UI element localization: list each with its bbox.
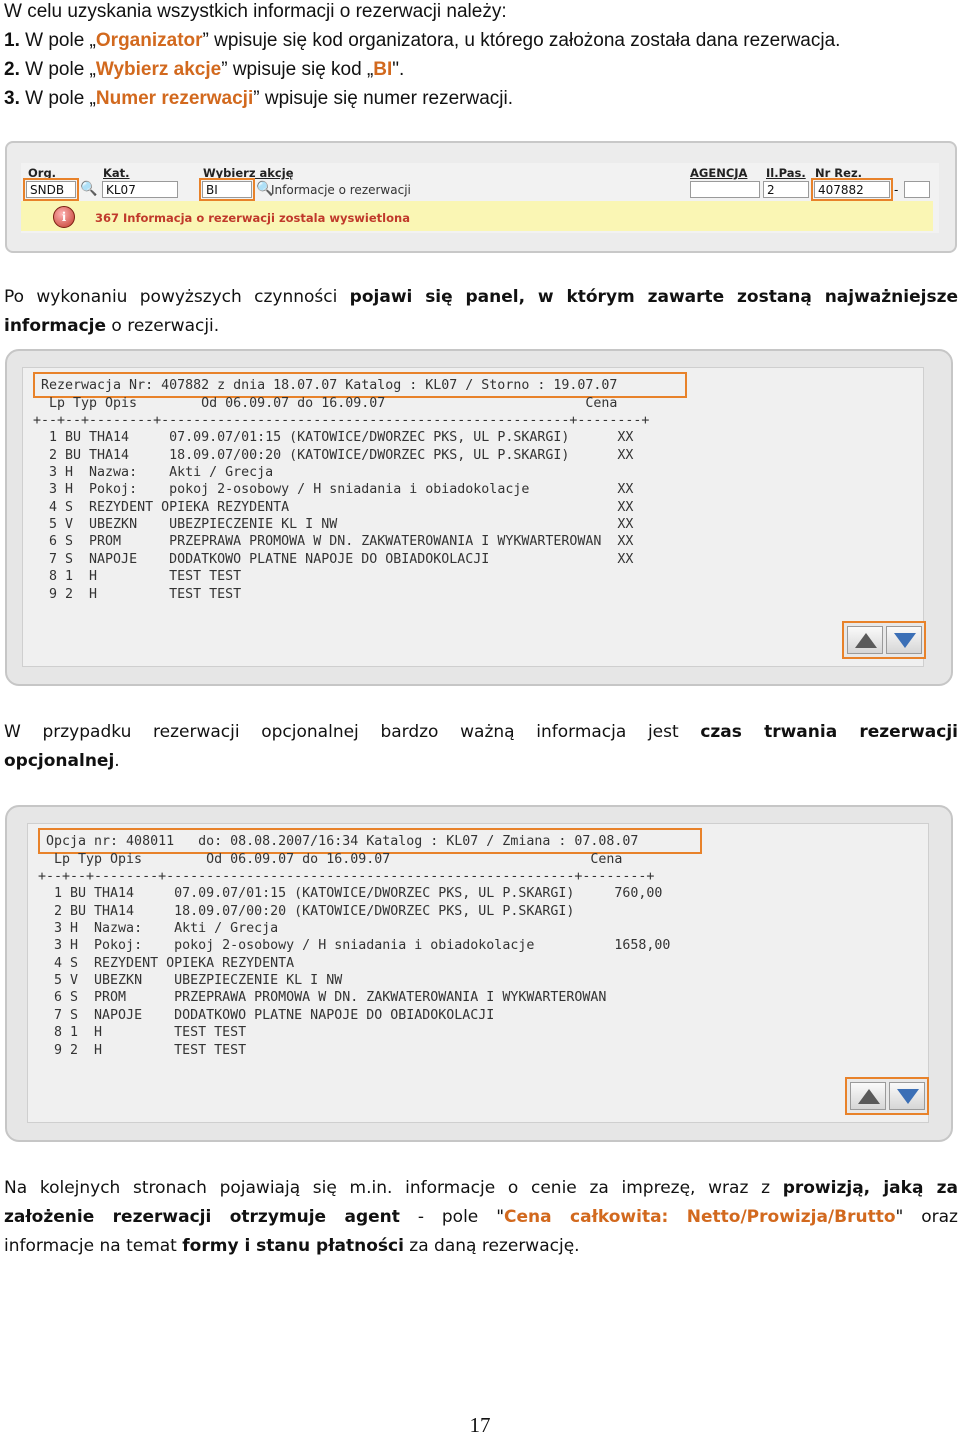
paragraph-option-intro: W przypadku rezerwacji opcjonalnej bardzo ważną informacja jest czas trwania rezerwacji opcjonalnej. <box>4 722 958 771</box>
table-row: 7 S NAPOJE DODATKOWO PLATNE NAPOJE DO OBIADOKOLACJI <box>38 1008 495 1023</box>
table-row: 7 S NAPOJE DODATKOWO PLATNE NAPOJE DO OBIADOKOLACJI XX <box>33 552 634 567</box>
step-3: 3. W pole „Numer rezerwacji” wpisuje się numer rezerwacji. <box>4 88 513 109</box>
table-row: 5 V UBEZKN UBEZPIECZENIE KL I NW <box>38 973 343 988</box>
reservation-header: Rezerwacja Nr: 407882 z dnia 18.07.07 Katalog : KL07 / Storno : 19.07.07 <box>41 378 618 393</box>
option-columns: Lp Typ Opis Od 06.09.07 do 16.09.07 Cena <box>46 852 623 867</box>
pager-controls <box>845 1077 929 1115</box>
step-2: 2. W pole „Wybierz akcje” wpisuje się kod „BI". <box>4 59 405 80</box>
akcja-label: Wybierz akcję <box>203 166 294 180</box>
search-icon[interactable]: 🔍 <box>80 180 98 196</box>
table-row: 6 S PROM PRZEPRAWA PROMOWA W DN. ZAKWATEROWANIA I WYKWARTEROWAN <box>38 990 607 1005</box>
nrrez-suffix-field[interactable] <box>904 181 930 198</box>
nrrez-label: Nr Rez. <box>815 166 863 180</box>
ilpas-field[interactable]: 2 <box>763 181 809 198</box>
arrow-up-icon <box>858 1089 880 1104</box>
reservation-columns: Lp Typ Opis Od 06.09.07 do 16.09.07 Cena <box>41 396 618 411</box>
table-row: 9 2 H TEST TEST <box>38 1043 247 1058</box>
table-row: 8 1 H TEST TEST <box>38 1025 247 1040</box>
table-row: 9 2 H TEST TEST <box>33 587 242 602</box>
table-row: 3 H Nazwa: Akti / Grecja <box>38 921 279 936</box>
arrow-up-icon <box>855 633 877 648</box>
akcja-code-field[interactable]: BI <box>202 181 252 198</box>
kat-label: Kat. <box>103 166 130 180</box>
agencja-label: AGENCJA <box>690 166 748 180</box>
table-row: 1 BU THA14 07.09.07/01:15 (KATOWICE/DWORZEC PKS, UL P.SKARGI) 760,00 <box>38 886 663 901</box>
intro-line: W celu uzyskania wszystkich informacji o rezerwacji należy: <box>4 1 507 22</box>
page-up-button[interactable] <box>847 626 883 654</box>
akcja-description: Informacje o rezerwacji <box>271 183 411 197</box>
arrow-down-icon <box>897 1089 919 1104</box>
table-row: 3 H Pokoj: pokoj 2-osobowy / H sniadania i obiadokolacje XX <box>33 482 634 497</box>
search-icon[interactable]: 🔍 <box>256 180 274 196</box>
arrow-down-icon <box>894 633 916 648</box>
pager-controls <box>842 621 926 659</box>
paragraph-panel-intro: Po wykonaniu powyższych czynności pojawi się panel, w którym zawarte zostaną najważniejsze informacje o rezerwacji. <box>4 287 959 336</box>
table-row: 1 BU THA14 07.09.07/01:15 (KATOWICE/DWORZEC PKS, UL P.SKARGI) XX <box>33 430 634 445</box>
page-up-button[interactable] <box>850 1082 886 1110</box>
page-down-button[interactable] <box>886 626 922 654</box>
nrrez-dash: - <box>894 182 899 197</box>
intro-text <box>4 0 958 113</box>
table-row: 4 S REZYDENT OPIEKA REZYDENTA <box>38 956 295 971</box>
option-header: Opcja nr: 408011 do: 08.08.2007/16:34 Katalog : KL07 / Zmiana : 07.08.07 <box>46 834 639 849</box>
page-down-button[interactable] <box>889 1082 925 1110</box>
ilpas-label: Il.Pas. <box>766 166 806 180</box>
table-row: 2 BU THA14 18.09.07/00:20 (KATOWICE/DWORZEC PKS, UL P.SKARGI) XX <box>33 448 634 463</box>
step-1: 1. W pole „Organizator” wpisuje się kod organizatora, u którego założona została dana rezerwacja. <box>4 30 841 51</box>
page-number: 17 <box>469 1413 491 1437</box>
agencja-field[interactable] <box>690 181 760 198</box>
table-row: 4 S REZYDENT OPIEKA REZYDENTA XX <box>33 500 634 515</box>
kat-field[interactable]: KL07 <box>102 181 178 198</box>
option-separator: +--+--+--------+---------------------------------------------------+--------+ <box>38 869 655 884</box>
nrrez-field[interactable]: 407882 <box>814 181 890 198</box>
status-message: 367 Informacja o rezerwacji zostala wyswietlona <box>95 211 410 225</box>
table-row: 2 BU THA14 18.09.07/00:20 (KATOWICE/DWORZEC PKS, UL P.SKARGI) <box>38 904 575 919</box>
info-icon: i <box>53 206 75 228</box>
table-row: 3 H Pokoj: pokoj 2-osobowy / H sniadania i obiadokolacje 1658,00 <box>38 938 671 953</box>
org-label: Org. <box>28 166 57 180</box>
paragraph-pricing: Na kolejnych stronach pojawiają się m.in. informacje o cenie za imprezę, wraz z prowizją, jaką za założenie rezerwacji otrzymuje agent - pole "Cena całkowita: Netto/Prowizja/Brutto" oraz informacje na temat formy i stanu płatności za daną rezerwację. <box>4 1178 958 1256</box>
org-field[interactable]: SNDB <box>26 181 76 198</box>
table-row: 5 V UBEZKN UBEZPIECZENIE KL I NW XX <box>33 517 634 532</box>
table-row: 3 H Nazwa: Akti / Grecja <box>33 465 274 480</box>
reservation-separator: +--+--+--------+---------------------------------------------------+--------+ <box>33 413 650 428</box>
table-row: 6 S PROM PRZEPRAWA PROMOWA W DN. ZAKWATEROWANIA I WYKWARTEROWAN XX <box>33 534 634 549</box>
table-row: 8 1 H TEST TEST <box>33 569 242 584</box>
